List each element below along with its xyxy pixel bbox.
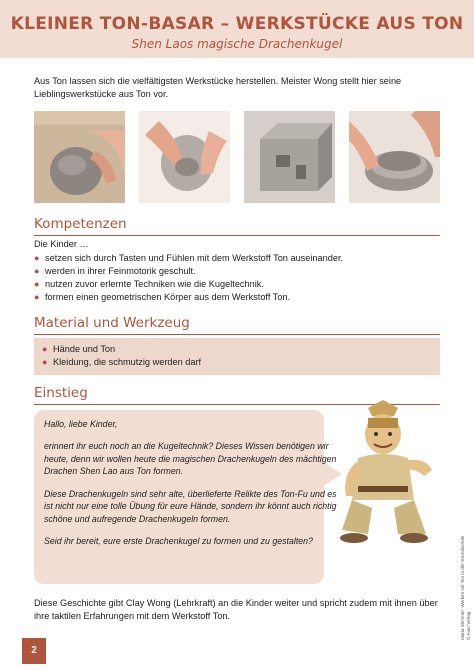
speech-text xyxy=(44,418,344,558)
list-item: ● formen einen geometrischen Körper aus dem Werkstoff Ton. xyxy=(34,292,291,302)
speech-paragraph: Diese Drachenkugeln sind sehr alte, überlieferte Relikte des Ton-Fu und es ist nicht nur eine tolle Übung für eure Hände, sondern ihr könnt auch richtig schöne und aufregende Drachenkugeln formen. xyxy=(44,488,337,524)
mascot-clay-wong-illustration xyxy=(328,400,438,550)
section-title-material: Material und Werkzeug xyxy=(34,315,190,331)
photo-clay-house xyxy=(244,111,335,203)
side-credit: Maria Wimmer: Werken mit Ton in der Grundschule © Auer Verlag xyxy=(460,535,471,640)
speech-paragraph: erinnert ihr euch noch an die Kugeltechnik? Dieses Wissen benötigen wir heute, denn wir wollen heute die magischen Drachenkugeln des mächtigen Drachen Shen Lao aus Ton formen. xyxy=(44,441,337,477)
header-banner xyxy=(0,0,474,58)
list-item: ● nutzen zuvor erlernte Techniken wie die Kugeltechnik. xyxy=(34,279,264,289)
photo-clay-coil-pot xyxy=(349,111,440,203)
section-divider xyxy=(34,235,440,236)
kompetenzen-lead: Die Kinder … xyxy=(34,239,89,249)
list-item: ● Hände und Ton xyxy=(42,344,116,354)
material-list xyxy=(42,343,201,369)
photo-strip xyxy=(34,111,440,203)
intro-text: Aus Ton lassen sich die vielfältigsten Werkstücke herstellen. Meister Wong stellt hier seine Lieblingswerkstücke aus Ton vor. xyxy=(34,76,402,100)
photo-hands-shaping xyxy=(139,111,230,203)
list-item: ● werden in ihrer Feinmotorik geschult. xyxy=(34,266,196,276)
section-divider xyxy=(34,334,440,335)
page-subtitle: Shen Laos magische Drachenkugel xyxy=(131,37,343,51)
outro-text: Diese Geschichte gibt Clay Wong (Lehrkraft) an die Kinder weiter und spricht zudem mit ihnen über ihre taktilen Erfahrungen mit dem Werkstoff Ton. xyxy=(34,598,438,622)
page-title: KLEINER TON-BASAR – WERKSTÜCKE AUS TON xyxy=(10,14,464,34)
photo-clay-ball xyxy=(34,111,125,203)
section-title-einstieg: Einstieg xyxy=(34,385,88,401)
kompetenzen-list xyxy=(34,252,343,304)
speech-greeting: Hallo, liebe Kinder, xyxy=(44,419,118,429)
list-item: ● setzen sich durch Tasten und Fühlen mit dem Werkstoff Ton auseinander. xyxy=(34,253,344,263)
list-item: ● Kleidung, die schmutzig werden darf xyxy=(42,357,202,367)
page-number: 2 xyxy=(22,638,46,664)
speech-paragraph: Seid ihr bereit, eure erste Drachenkugel zu formen und zu gestalten? xyxy=(44,536,313,547)
section-title-kompetenzen: Kompetenzen xyxy=(34,216,127,232)
